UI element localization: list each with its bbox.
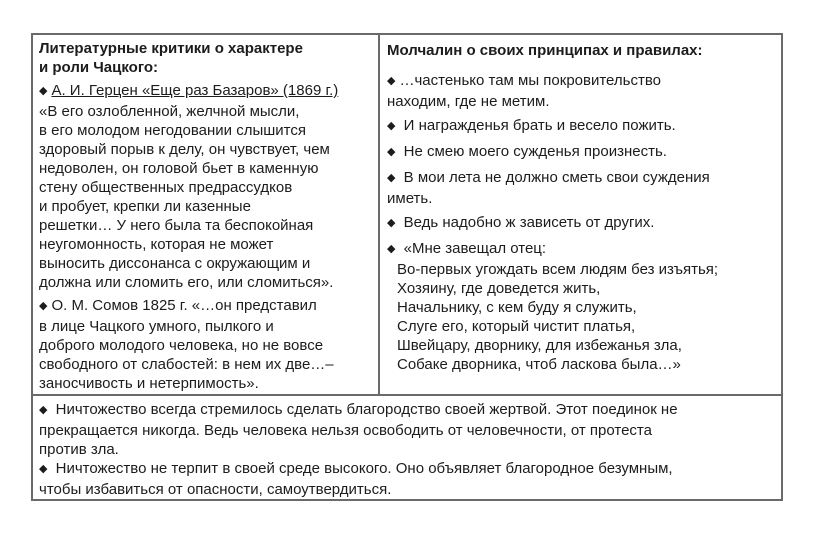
somov-first-line: О. М. Сомов 1825 г. «…он представил: [51, 297, 317, 314]
molchalin-item: ◆ В мои лета не должно сметь свои суждения: [387, 169, 710, 186]
somov-quote-line: свободного от слабостей: в нем их две…–: [39, 356, 334, 373]
herzen-quote-line: недоволен, он головой бьет в каменную: [39, 160, 319, 177]
bullet-diamond-icon: ◆: [39, 463, 48, 475]
herzen-quote-line: выносить диссонанса с окружающим и: [39, 255, 311, 272]
father-line: Собаке дворника, чтоб ласкова была…»: [397, 356, 681, 373]
somov-source: [39, 296, 374, 317]
somov-quote-line: в лице Чацкого умного, пылкого и: [39, 318, 274, 335]
molchalin-item-continuation: находим, где не метим.: [387, 93, 550, 110]
somov-quote-line: заносчивость и нетерпимость».: [39, 375, 259, 392]
molchalin-item: ◆ Ведь надобно ж зависеть от других.: [387, 214, 655, 231]
molchalin-heading: Молчалин о своих принципах и правилах:: [387, 42, 703, 59]
herzen-quote-line: стену общественных предрассудков: [39, 179, 293, 196]
herzen-quote-line: и пробует, крепки ли казенные: [39, 198, 251, 215]
row-divider: [33, 394, 781, 396]
bullet-diamond-icon: ◆: [387, 75, 396, 87]
father-line: Во-первых угождать всем людям без изъятья;: [397, 261, 719, 278]
bullet-diamond-icon: ◆: [39, 300, 48, 312]
critics-cell: [39, 39, 374, 393]
molchalin-item-continuation: иметь.: [387, 190, 433, 207]
conclusion-item: ◆ Ничтожество не терпит в своей среде высокого. Оно объявляет благородное безумным,: [39, 460, 673, 477]
conclusion-cell: [39, 400, 779, 499]
father-line: Начальнику, с кем буду я служить,: [397, 299, 637, 316]
somov-quote-line: доброго молодого человека, но не вовсе: [39, 337, 324, 354]
herzen-quote-line: решетки… У него была та беспокойная: [39, 217, 314, 234]
critics-heading-line-1: Литературные критики о характере: [39, 40, 303, 57]
molchalin-cell: [387, 41, 779, 374]
bullet-diamond-icon: ◆: [387, 120, 396, 132]
molchalin-item: ◆ И награжденья брать и весело пожить.: [387, 117, 676, 134]
herzen-quote-line: «В его озлобленной, желчной мысли,: [39, 103, 300, 120]
bullet-diamond-icon: ◆: [387, 217, 396, 229]
critics-heading-line-2: и роли Чацкого:: [39, 59, 159, 76]
father-line: Хозяину, где доведется жить,: [397, 280, 601, 297]
conclusion-continuation: прекращается никогда. Ведь человека нельзя освободить от человечности, от протеста: [39, 422, 652, 439]
herzen-quote-line: неугомонность, которая не может: [39, 236, 274, 253]
molchalin-item: ◆ Не смею моего сужденья произнесть.: [387, 143, 667, 160]
bullet-diamond-icon: ◆: [387, 172, 396, 184]
herzen-quote-line: здоровый порыв к делу, он чувствует, чем: [39, 141, 330, 158]
molchalin-item: ◆ …частенько там мы покровительство: [387, 72, 661, 89]
herzen-source: [39, 81, 374, 102]
herzen-source-text: А. И. Герцен «Еще раз Базаров» (1869 г.): [51, 82, 339, 99]
bullet-diamond-icon: ◆: [39, 85, 48, 97]
father-intro: ◆ «Мне завещал отец:: [387, 240, 547, 257]
bullet-diamond-icon: ◆: [39, 404, 48, 416]
conclusion-continuation: чтобы избавиться от опасности, самоутвердиться.: [39, 481, 392, 498]
herzen-quote-line: в его молодом негодовании слышится: [39, 122, 306, 139]
bullet-diamond-icon: ◆: [387, 146, 396, 158]
conclusion-continuation: против зла.: [39, 441, 119, 458]
bullet-diamond-icon: ◆: [387, 243, 396, 255]
father-line: Слуге его, который чистит платья,: [397, 318, 636, 335]
conclusion-item: ◆ Ничтожество всегда стремилось сделать благородство своей жертвой. Этот поединок не: [39, 401, 678, 418]
comparison-table: [31, 33, 783, 501]
father-line: Швейцару, дворнику, для избежанья зла,: [397, 337, 682, 354]
column-divider: [378, 35, 380, 394]
herzen-quote-line: должна или сломить его, или сломиться».: [39, 274, 334, 291]
